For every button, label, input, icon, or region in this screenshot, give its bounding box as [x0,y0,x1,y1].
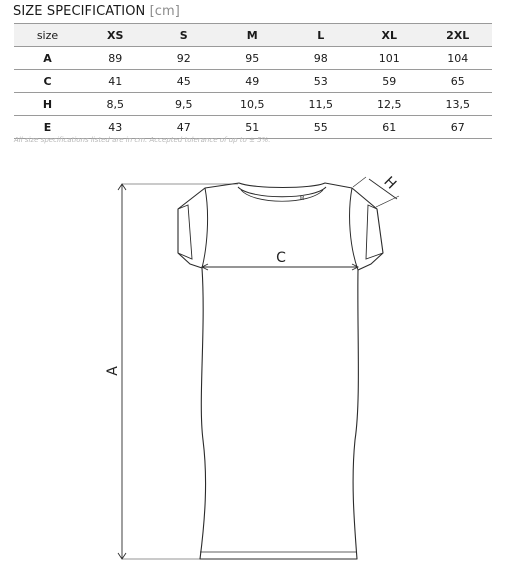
table-cell: 61 [355,116,424,139]
size-header-2xl: 2XL [424,24,493,47]
table-cell: 67 [424,116,493,139]
table-cell: 45 [150,70,219,93]
size-column-header: size [14,24,81,47]
brand-logo: M [299,196,305,202]
table-cell: 43 [81,116,150,139]
table-cell: 13,5 [424,93,493,116]
table-cell: 95 [218,47,287,70]
table-cell: 98 [287,47,356,70]
size-header-xs: XS [81,24,150,47]
table-cell: 65 [424,70,493,93]
size-header-s: S [150,24,219,47]
label-a: A [105,366,121,376]
table-cell: 11,5 [287,93,356,116]
table-cell: 51 [218,116,287,139]
table-cell: 9,5 [150,93,219,116]
table-cell: 49 [218,70,287,93]
table-cell: 59 [355,70,424,93]
dress-outline [178,183,383,559]
row-label-h: H [14,93,81,116]
table-cell: 8,5 [81,93,150,116]
tolerance-note: All size specifications listed are in cm. Accepted tolerance of up to ± 5%. [14,136,271,144]
title-unit: [cm] [149,4,180,19]
table-cell: 92 [150,47,219,70]
size-header-xl: XL [355,24,424,47]
label-h: H [380,173,400,193]
table-cell: 53 [287,70,356,93]
table-cell: 41 [81,70,150,93]
row-label-e: E [14,116,81,139]
title-text: SIZE SPECIFICATION [13,4,146,19]
table-cell: 10,5 [218,93,287,116]
table-cell: 47 [150,116,219,139]
table-cell: 55 [287,116,356,139]
size-header-m: M [218,24,287,47]
row-label-a: A [14,47,81,70]
label-c: C [276,250,286,266]
table-cell: 104 [424,47,493,70]
table-cell: 89 [81,47,150,70]
row-label-c: C [14,70,81,93]
size-header-l: L [287,24,356,47]
table-cell: 101 [355,47,424,70]
table-cell: 12,5 [355,93,424,116]
